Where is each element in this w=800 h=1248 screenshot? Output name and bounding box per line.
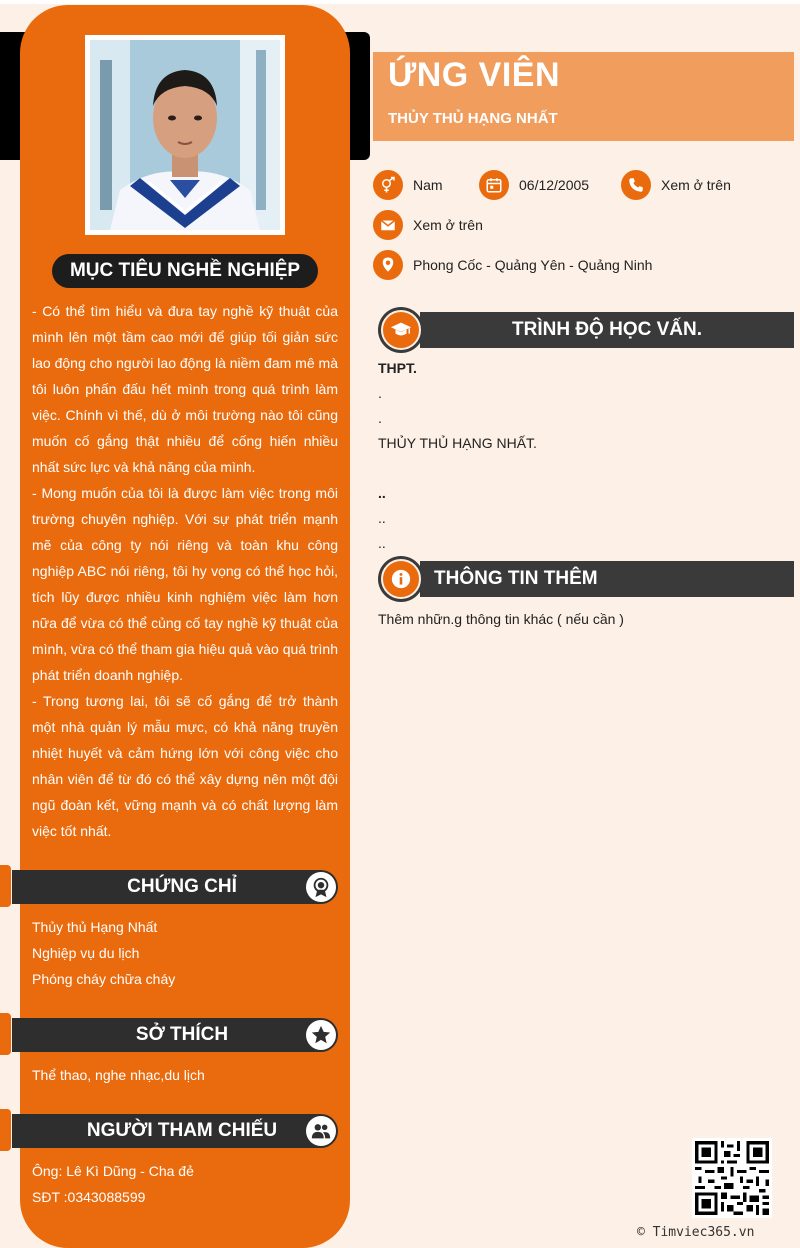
hobbies-list (32, 1062, 338, 1088)
location-icon (373, 250, 403, 280)
objective-paragraph: - Có thể tìm hiểu và đưa tay nghề kỹ thuật của mình lên một tầm cao mới để giúp tối giản sức lao động cho người lao động là niềm đam mê mà tôi luôn phấn đấu hết mình trong quá trình làm việc. Chính vì thế, dù ở môi trường nào tôi cũng muốn cố gắng thật nhiều để cống hiến nhiều nhất sức lực và khả năng của mình. (32, 303, 338, 475)
calendar-icon (479, 170, 509, 200)
education-content (378, 356, 778, 556)
qr-code (692, 1138, 772, 1218)
list-item: Ông: Lê Kì Dũng - Cha đẻ (32, 1163, 194, 1179)
certificates-header (12, 870, 338, 904)
education-line: .. (378, 485, 386, 501)
users-icon (306, 1116, 336, 1146)
avatar (85, 35, 285, 235)
email-icon (373, 210, 403, 240)
star-icon (306, 1020, 336, 1050)
hobbies-header (12, 1018, 338, 1052)
birthday-value: 06/12/2005 (519, 177, 590, 193)
education-line: THỦY THỦ HẠNG NHẤT. (378, 435, 537, 451)
objective-text (32, 298, 338, 844)
objective-heading: MỤC TIÊU NGHỀ NGHIỆP (52, 254, 318, 288)
copyright: © Timviec365.vn (637, 1225, 755, 1240)
gender-value: Nam (413, 177, 443, 193)
certificates-list (32, 914, 338, 992)
list-item: SĐT :0343088599 (32, 1189, 146, 1205)
info-icon (390, 568, 412, 590)
objective-paragraph: - Mong muốn của tôi là được làm việc trong môi trường chuyên nghiệp. Với sự phát triển mạnh mẽ của công ty nói riêng và toàn khu công nghiệp ABC nói riêng, tôi hy vọng có thể học hỏi, tích lũy được nhiều kinh nghiệm việc làm hơn nữa để vừa có thể củng cố tay nghề kỹ thuật của mình, vừa có thể tham gia hiệu quả vào quá trình phát triển doanh nghiệp. (32, 485, 338, 683)
qr-code-icon (692, 1138, 772, 1218)
list-item: Thủy thủ Hạng Nhất (32, 919, 158, 935)
phone-value: Xem ở trên (661, 177, 731, 193)
objective-paragraph: - Trong tương lai, tôi sẽ cố gắng để trở thành một nhà quản lý mẫu mực, có khả năng truyền nhiệt huyết và cảm hứng lớn với công việc cho nhân viên để từ đó có thể xây dựng nên một đội ngũ đoàn kết, vững mạnh và có chất lượng làm việc tốt nhất. (32, 693, 338, 839)
education-line: . (378, 410, 382, 426)
graduation-cap-icon (390, 319, 412, 341)
phone-icon (621, 170, 651, 200)
education-line: . (378, 385, 382, 401)
list-item: Thể thao, nghe nhạc,du lịch (32, 1067, 205, 1083)
address-value: Phong Cốc - Quảng Yên - Quảng Ninh (413, 257, 653, 273)
person-portrait-icon (90, 40, 280, 230)
candidate-name: ỨNG VIÊN (388, 56, 561, 94)
education-line (378, 456, 778, 481)
hobbies-heading: SỞ THÍCH (135, 1024, 229, 1045)
references-header (12, 1114, 338, 1148)
education-line: .. (378, 510, 386, 526)
education-heading: TRÌNH ĐỘ HỌC VẤN. (512, 319, 702, 340)
award-icon (306, 872, 336, 902)
section-tab (0, 1109, 11, 1151)
extra-text: Thêm nhữn.g thông tin khác ( nếu cần ) (378, 611, 624, 627)
candidate-title: THỦY THỦ HẠNG NHẤT (388, 110, 558, 127)
education-line: .. (378, 535, 386, 551)
email-value: Xem ở trên (413, 217, 483, 233)
list-item: Nghiệp vụ du lịch (32, 945, 140, 961)
education-icon-badge (378, 307, 424, 353)
extra-header (420, 561, 794, 597)
references-list (32, 1158, 338, 1210)
list-item: Phóng cháy chữa cháy (32, 971, 176, 987)
extra-icon-badge (378, 556, 424, 602)
extra-heading: THÔNG TIN THÊM (434, 568, 598, 589)
references-heading: NGƯỜI THAM CHIẾU (86, 1120, 278, 1141)
education-school: THPT. (378, 360, 417, 376)
top-border (0, 0, 800, 4)
education-header (420, 312, 794, 348)
avatar-photo (90, 40, 280, 230)
certificates-heading: CHỨNG CHỈ (127, 876, 237, 897)
gender-icon (373, 170, 403, 200)
section-tab (0, 1013, 11, 1055)
section-tab (0, 865, 11, 907)
